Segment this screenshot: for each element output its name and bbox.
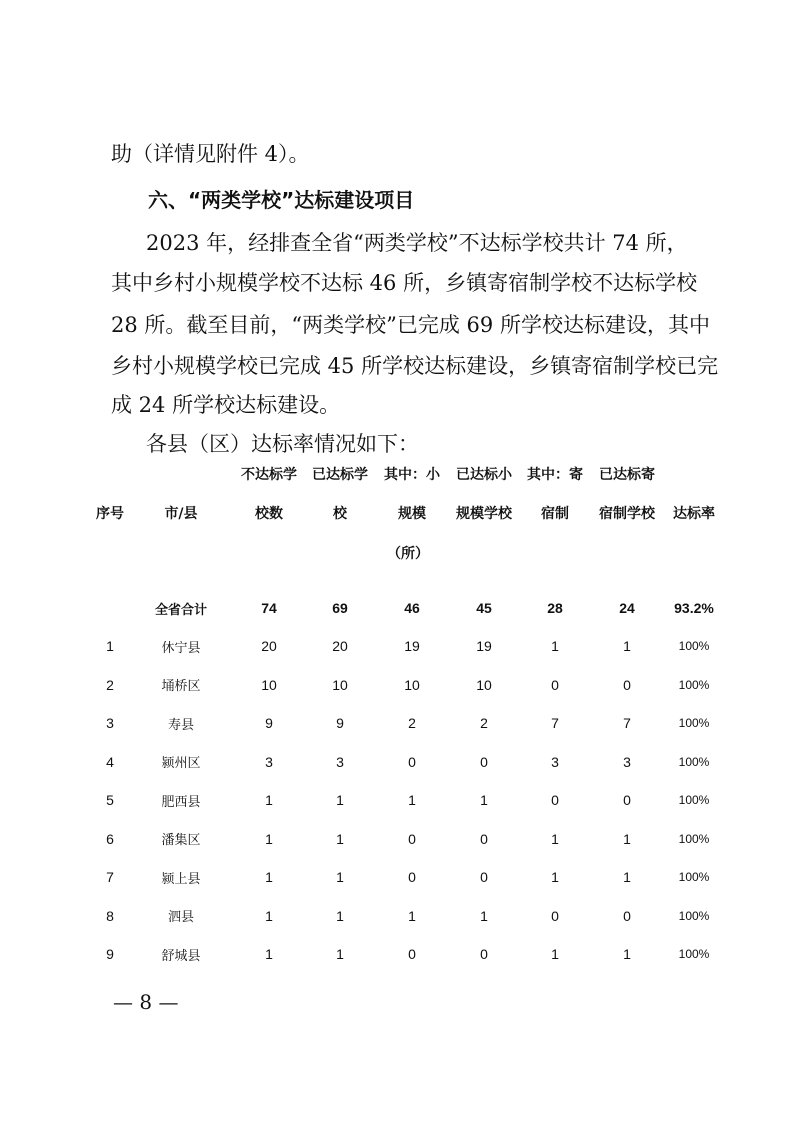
cell-value: 1: [551, 869, 559, 886]
cell-value: 1: [265, 907, 273, 924]
header-cell: [92, 455, 128, 493]
table-row: [92, 897, 724, 936]
cell-value: 1: [408, 792, 416, 809]
header-cell: [664, 455, 724, 493]
cell-value: 9: [265, 715, 273, 732]
cell-value: 28: [547, 600, 563, 616]
cell-index: 2: [106, 676, 114, 693]
cell-value: 1: [265, 792, 273, 809]
cell-rate: 100%: [678, 754, 710, 769]
cell-value: 10: [332, 676, 348, 693]
cell-name: 潘集区: [161, 833, 201, 849]
cell-name: 肥西县: [161, 794, 201, 810]
cell-value: 1: [265, 830, 273, 847]
cell-value: 7: [551, 715, 559, 732]
cell-value: 69: [332, 600, 348, 616]
cell-name: 寿县: [167, 717, 194, 733]
paragraph-line: 28 所。截至目前，“两类学校”已完成 69 所学校达标建设，其中: [111, 313, 710, 337]
cell-name: 休宁县: [161, 640, 201, 656]
cell-value: 1: [265, 946, 273, 963]
cell-value: 74: [261, 600, 277, 616]
table-row: [92, 666, 724, 705]
cell-rate: 100%: [678, 677, 710, 692]
cell-value: 1: [336, 830, 344, 847]
cell-index: 4: [106, 753, 114, 770]
cell-value: 19: [476, 638, 492, 655]
cell-name: 泗县: [167, 910, 194, 926]
cell-name: 埇桥区: [161, 679, 201, 695]
cell-rate: 100%: [678, 908, 710, 923]
cell-rate: 100%: [678, 793, 710, 808]
cell-value: 2: [408, 715, 416, 732]
cell-value: 0: [408, 830, 416, 847]
cell-value: 2: [480, 715, 488, 732]
cell-rate: 100%: [678, 716, 710, 731]
header-cell: [128, 455, 234, 493]
cell-value: 1: [623, 946, 631, 963]
header-cell: 其中：小: [384, 467, 440, 483]
cell-index: 3: [106, 715, 114, 732]
header-unit: （所）: [387, 546, 429, 562]
cell-value: 1: [623, 830, 631, 847]
cell-value: 1: [623, 869, 631, 886]
cell-rate: 100%: [678, 831, 710, 846]
cell-value: 0: [408, 869, 416, 886]
table-body: [92, 627, 724, 974]
cell-rate: 100%: [678, 947, 710, 962]
header-cell: 已达标寄: [599, 467, 655, 483]
cell-index: 9: [106, 946, 114, 963]
cell-value: 0: [623, 792, 631, 809]
table-header-row: [92, 455, 724, 493]
paragraph-line: 成 24 所学校达标建设。: [111, 393, 341, 417]
table-row: [92, 743, 724, 782]
table-row: [92, 781, 724, 820]
header-cell: 规模学校: [456, 506, 512, 522]
cell-index: 7: [106, 869, 114, 886]
cell-rate: 93.2%: [674, 600, 714, 616]
cell-value: 1: [336, 946, 344, 963]
cell-value: 1: [480, 792, 488, 809]
table-total-row: [92, 589, 724, 627]
section-heading: 六、“两类学校”达标建设项目: [148, 188, 415, 212]
cell-index: 8: [106, 907, 114, 924]
cell-value: 46: [404, 600, 420, 616]
cell-value: 10: [404, 676, 420, 693]
cell-name: 颍上县: [161, 871, 201, 887]
cell-name: 舒城县: [161, 948, 201, 964]
cell-value: 1: [551, 638, 559, 655]
cell-value: 19: [404, 638, 420, 655]
paragraph-line: 助（详情见附件 4）。: [111, 142, 310, 166]
cell-value: 1: [551, 946, 559, 963]
cell-value: 0: [551, 792, 559, 809]
cell-value: 1: [336, 869, 344, 886]
cell-value: 0: [480, 830, 488, 847]
header-cell: 宿制: [541, 506, 569, 522]
cell-index: [92, 589, 128, 627]
table-header-row: [92, 493, 724, 533]
cell-value: 45: [476, 600, 492, 616]
cell-value: 0: [480, 869, 488, 886]
cell-value: 0: [551, 907, 559, 924]
paragraph-line: 其中乡村小规模学校不达标 46 所，乡镇寄宿制学校不达标学校: [111, 271, 698, 295]
cell-value: 0: [480, 753, 488, 770]
cell-value: 3: [623, 753, 631, 770]
cell-value: 0: [623, 907, 631, 924]
header-county: 市/县: [164, 506, 198, 522]
header-index: 序号: [96, 506, 124, 522]
cell-rate: 100%: [678, 870, 710, 885]
cell-value: 0: [408, 946, 416, 963]
cell-rate: 100%: [678, 639, 710, 654]
cell-value: 0: [480, 946, 488, 963]
header-cell: 规模: [398, 506, 426, 522]
cell-value: 1: [551, 830, 559, 847]
cell-value: 1: [623, 638, 631, 655]
cell-value: 3: [336, 753, 344, 770]
table-row: [92, 820, 724, 859]
table-header-row: [92, 533, 724, 573]
cell-index: 1: [106, 638, 114, 655]
page-number: — 8 —: [113, 990, 179, 1014]
paragraph-line: 各县（区）达标率情况如下：: [146, 432, 419, 456]
compliance-rate-table: [92, 455, 724, 974]
cell-value: 20: [332, 638, 348, 655]
cell-name: 全省合计: [154, 602, 207, 618]
cell-name: 颍州区: [161, 756, 201, 772]
cell-value: 20: [261, 638, 277, 655]
cell-value: 3: [265, 753, 273, 770]
cell-value: 0: [623, 676, 631, 693]
header-cell: 校: [333, 506, 347, 522]
header-cell: 不达标学: [241, 467, 297, 483]
cell-value: 1: [408, 907, 416, 924]
cell-value: 1: [336, 907, 344, 924]
cell-index: 6: [106, 830, 114, 847]
cell-value: 24: [619, 600, 635, 616]
cell-value: 0: [408, 753, 416, 770]
header-cell: 已达标学: [312, 467, 368, 483]
paragraph-line: 2023 年，经排查全省“两类学校”不达标学校共计 74 所，: [146, 231, 688, 255]
header-cell: 校数: [255, 506, 283, 522]
cell-value: 3: [551, 753, 559, 770]
header-rate: 达标率: [673, 506, 715, 522]
cell-value: 1: [480, 907, 488, 924]
table-row: [92, 704, 724, 743]
cell-value: 1: [336, 792, 344, 809]
header-cell: 其中：寄: [527, 467, 583, 483]
cell-value: 9: [336, 715, 344, 732]
cell-value: 10: [261, 676, 277, 693]
header-cell: 宿制学校: [599, 506, 655, 522]
header-cell: 已达标小: [456, 467, 512, 483]
table-row: [92, 627, 724, 666]
cell-value: 7: [623, 715, 631, 732]
table-row: [92, 858, 724, 897]
table-row: [92, 935, 724, 974]
paragraph-line: 乡村小规模学校已完成 45 所学校达标建设，乡镇寄宿制学校已完: [111, 354, 719, 378]
cell-value: 10: [476, 676, 492, 693]
cell-value: 0: [551, 676, 559, 693]
cell-index: 5: [106, 792, 114, 809]
cell-value: 1: [265, 869, 273, 886]
